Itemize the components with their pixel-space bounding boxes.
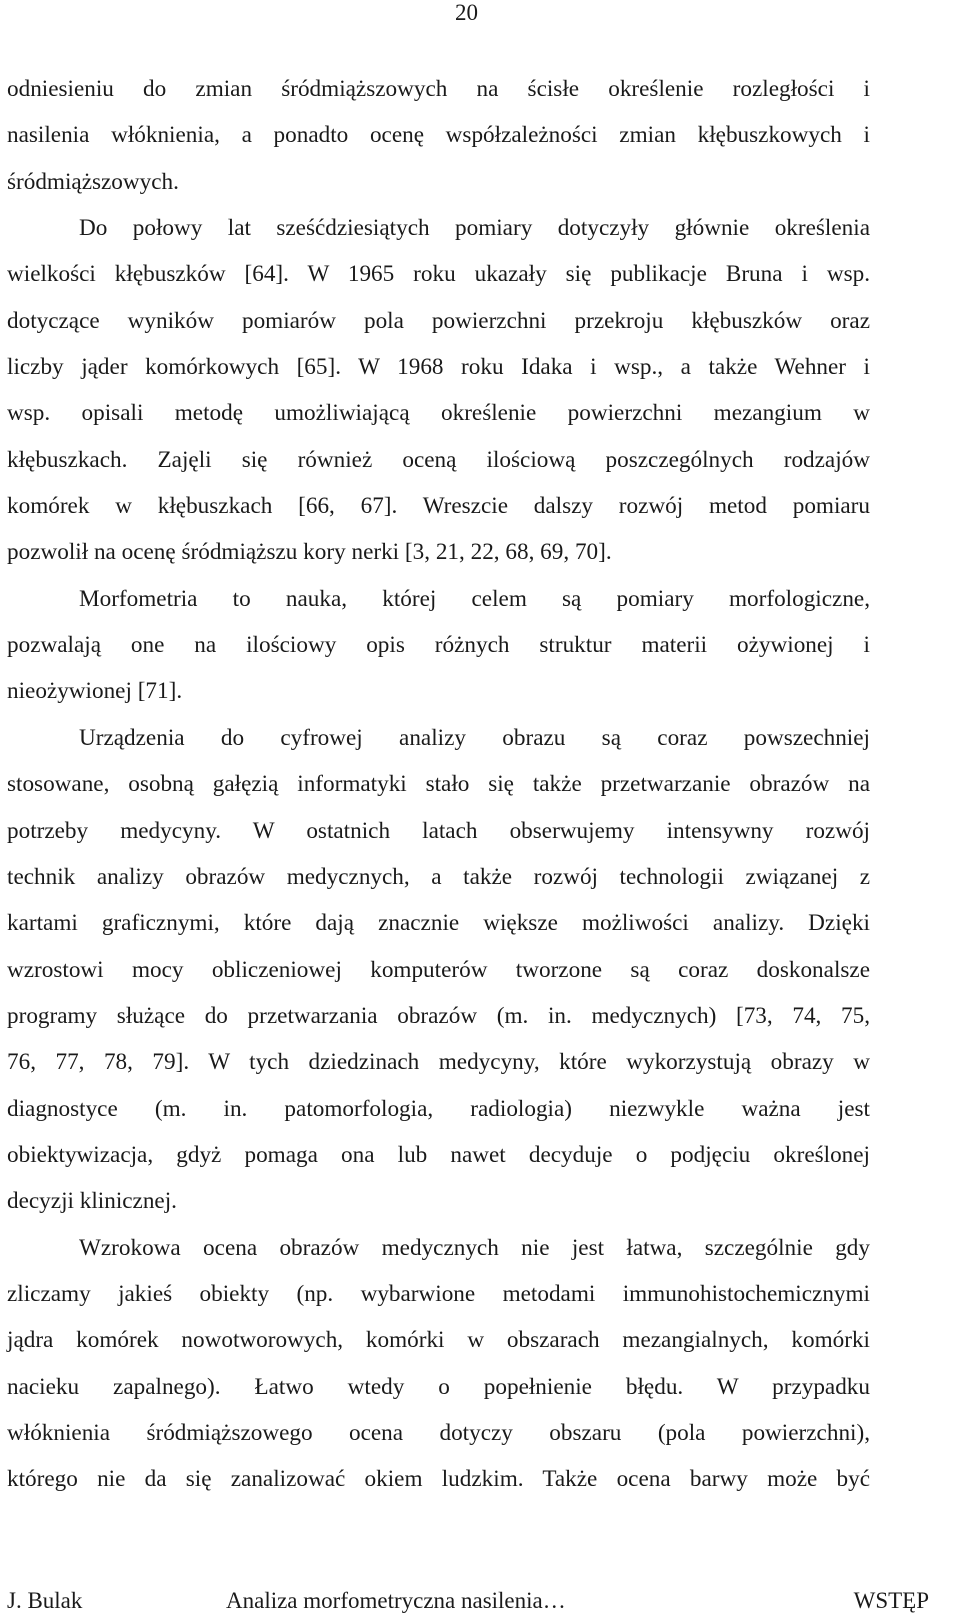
page-number: 20 bbox=[455, 0, 478, 25]
text-line: programy służące do przetwarzania obrazów (m. in. medycznych) [73, 74, 75, bbox=[7, 1002, 870, 1029]
text-line: wsp. opisali metodę umożliwiającą określenie powierzchni mezangium w bbox=[7, 400, 870, 427]
text-line: decyzji klinicznej. bbox=[7, 1188, 177, 1215]
text-line: którego nie da się zanalizować okiem ludzkim. Także ocena barwy może być bbox=[7, 1466, 870, 1493]
text-line: wzrostowi mocy obliczeniowej komputerów tworzone są coraz doskonalsze bbox=[7, 956, 870, 983]
text-line: stosowane, osobną gałęzią informatyki stało się także przetwarzanie obrazów na bbox=[7, 771, 870, 798]
text-line: zliczamy jakieś obiekty (np. wybarwione metodami immunohistochemicznymi bbox=[7, 1280, 870, 1307]
text-line: technik analizy obrazów medycznych, a także rozwój technologii związanej z bbox=[7, 863, 870, 890]
text-line: śródmiąższowych. bbox=[7, 168, 179, 195]
text-line: diagnostyce (m. in. patomorfologia, radiologia) niezwykle ważna jest bbox=[7, 1095, 870, 1122]
text-line: Wzrokowa ocena obrazów medycznych nie jest łatwa, szczególnie gdy bbox=[79, 1234, 870, 1261]
body-text bbox=[7, 66, 870, 1503]
text-line: Morfometria to nauka, której celem są pomiary morfologiczne, bbox=[79, 585, 870, 612]
text-line: 76, 77, 78, 79]. W tych dziedzinach medycyny, które wykorzystują obrazy w bbox=[7, 1049, 870, 1076]
footer-title: Analiza morfometryczna nasilenia… bbox=[226, 1588, 566, 1613]
text-line: potrzeby medycyny. W ostatnich latach obserwujemy intensywny rozwój bbox=[7, 817, 870, 844]
text-line: nacieku zapalnego). Łatwo wtedy o popełnienie błędu. W przypadku bbox=[7, 1373, 870, 1400]
text-line: pozwalają one na ilościowy opis różnych struktur materii ożywionej i bbox=[7, 632, 870, 659]
text-line: komórek w kłębuszkach [66, 67]. Wreszcie dalszy rozwój metod pomiaru bbox=[7, 493, 870, 520]
text-line: kłębuszkach. Zajęli się również oceną ilościową poszczególnych rodzajów bbox=[7, 446, 870, 473]
text-line: Do połowy lat sześćdziesiątych pomiary dotyczyły głównie określenia bbox=[79, 215, 870, 242]
footer-author: J. Bulak bbox=[7, 1588, 83, 1613]
text-line: kartami graficznymi, które dają znacznie większe możliwości analizy. Dzięki bbox=[7, 910, 870, 937]
text-line: pozwolił na ocenę śródmiąższu kory nerki [3, 21, 22, 68, 69, 70]. bbox=[7, 539, 612, 566]
text-line: włóknienia śródmiąższowego ocena dotyczy obszaru (pola powierzchni), bbox=[7, 1419, 870, 1446]
text-line: nieożywionej [71]. bbox=[7, 678, 183, 705]
text-line: odniesieniu do zmian śródmiąższowych na ścisłe określenie rozległości i bbox=[7, 76, 870, 102]
footer-section: WSTĘP bbox=[853, 1588, 929, 1613]
text-line: liczby jąder komórkowych [65]. W 1968 roku Idaka i wsp., a także Wehner i bbox=[7, 354, 870, 381]
text-line: dotyczące wyników pomiarów pola powierzchni przekroju kłębuszków oraz bbox=[7, 307, 870, 334]
text-line: wielkości kłębuszków [64]. W 1965 roku ukazały się publikacje Bruna i wsp. bbox=[7, 261, 870, 288]
page-footer bbox=[7, 1585, 929, 1616]
text-line: Urządzenia do cyfrowej analizy obrazu są coraz powszechniej bbox=[79, 724, 870, 751]
text-line: nasilenia włóknienia, a ponadto ocenę współzależności zmian kłębuszkowych i bbox=[7, 122, 870, 149]
text-line: obiektywizacja, gdyż pomaga ona lub nawet decyduje o podjęciu określonej bbox=[7, 1141, 870, 1168]
text-line: jądra komórek nowotworowych, komórki w obszarach mezangialnych, komórki bbox=[7, 1327, 870, 1354]
